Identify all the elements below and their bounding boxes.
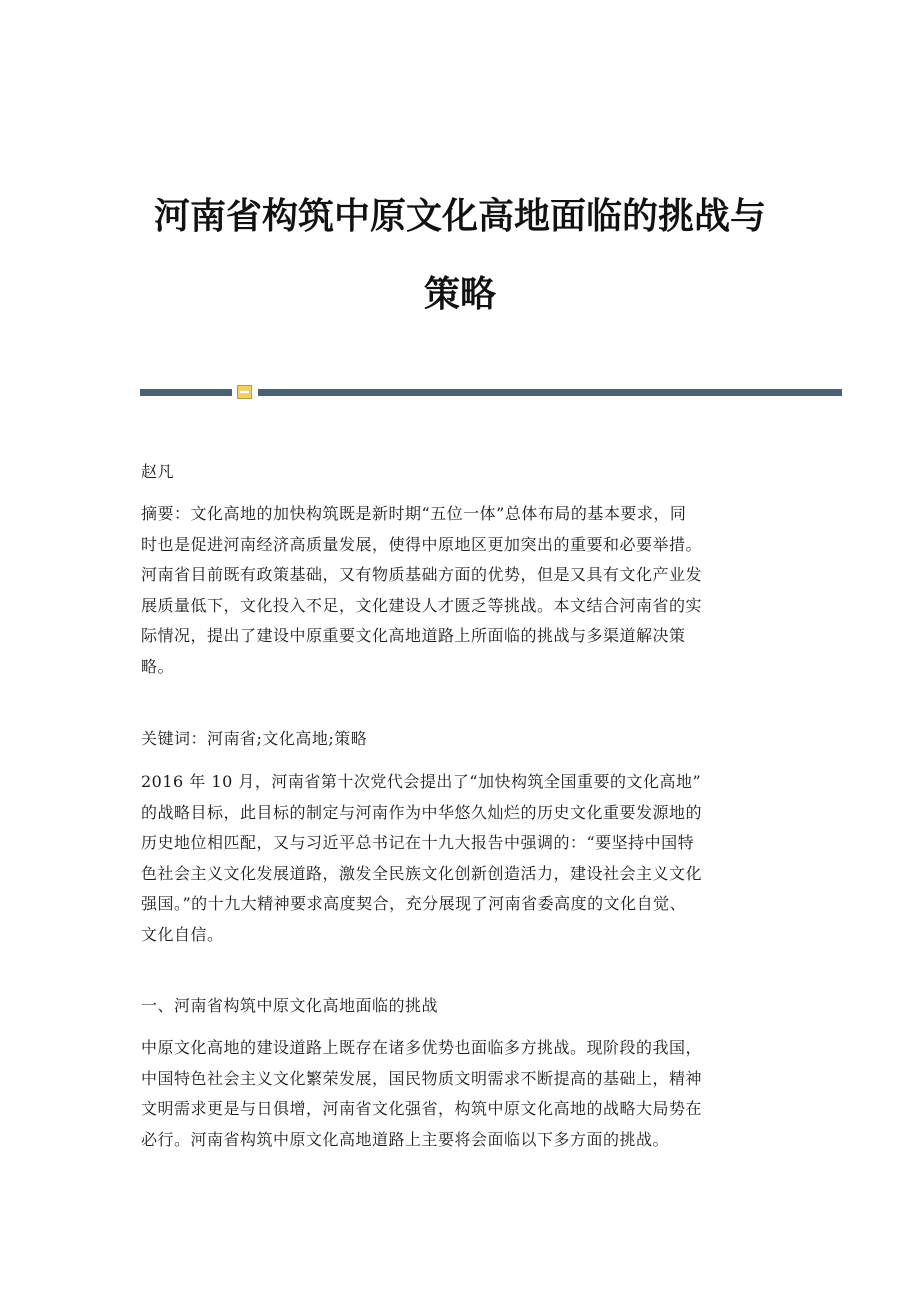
paragraph-line: 中原文化高地的建设道路上既存在诸多优势也面临多方挑战。现阶段的我国，	[141, 1038, 703, 1057]
abstract-line: 展质量低下，文化投入不足，文化建设人才匮乏等挑战。本文结合河南省的实	[141, 595, 703, 615]
body-paragraph-1	[141, 767, 781, 950]
paragraph-line: 的战略目标，此目标的制定与河南作为中华悠久灿烂的历史文化重要发源地的	[141, 802, 703, 822]
document-title-line-2: 策略	[423, 274, 496, 315]
abstract-line: 略。	[141, 656, 175, 676]
abstract-line: 时也是促进河南经济高质量发展，使得中原地区更加突出的重要和必要举措。	[141, 534, 703, 554]
paragraph-line: 中国特色社会主义文化繁荣发展，国民物质文明需求不断提高的基础上，精神	[141, 1068, 703, 1088]
body-paragraph-2	[141, 1033, 781, 1155]
paragraph-line: 色社会主义文化发展道路，激发全民族文化创新创造活力，建设社会主义文化	[141, 863, 703, 883]
paragraph-line: 文化自信。	[141, 924, 224, 944]
abstract-paragraph	[141, 499, 781, 682]
paragraph-line: 强国。”的十九大精神要求高度契合，充分展现了河南省委高度的文化自觉、	[141, 894, 687, 913]
divider-bar-right	[258, 389, 842, 396]
section-heading-1: 一、河南省构筑中原文化高地面临的挑战	[141, 996, 439, 1015]
divider-bar-left	[140, 389, 232, 396]
author-name: 赵凡	[141, 462, 175, 481]
paragraph-line: 2016 年 10 月，河南省第十次党代会提出了“加快构筑全国重要的文化高地”	[141, 772, 702, 791]
keywords-line: 关键词：河南省;文化高地;策略	[141, 729, 368, 748]
paragraph-line: 文明需求更是与日俱增，河南省文化强省，构筑中原文化高地的战略大局势在	[141, 1099, 703, 1118]
document-title-line-1: 河南省构筑中原文化高地面临的挑战与	[153, 196, 766, 237]
title-divider	[140, 385, 842, 399]
abstract-line: 摘要：文化高地的加快构筑既是新时期“五位一体”总体布局的基本要求，同	[141, 504, 687, 523]
divider-emblem-icon	[237, 385, 252, 399]
paragraph-line: 必行。河南省构筑中原文化高地道路上主要将会面临以下多方面的挑战。	[141, 1129, 670, 1149]
abstract-line: 际情况，提出了建设中原重要文化高地道路上所面临的挑战与多渠道解决策	[141, 626, 686, 645]
paragraph-line: 历史地位相匹配，又与习近平总书记在十九大报告中强调的：“要坚持中国特	[141, 833, 695, 852]
abstract-line: 河南省目前既有政策基础，又有物质基础方面的优势，但是又具有文化产业发	[141, 565, 703, 584]
